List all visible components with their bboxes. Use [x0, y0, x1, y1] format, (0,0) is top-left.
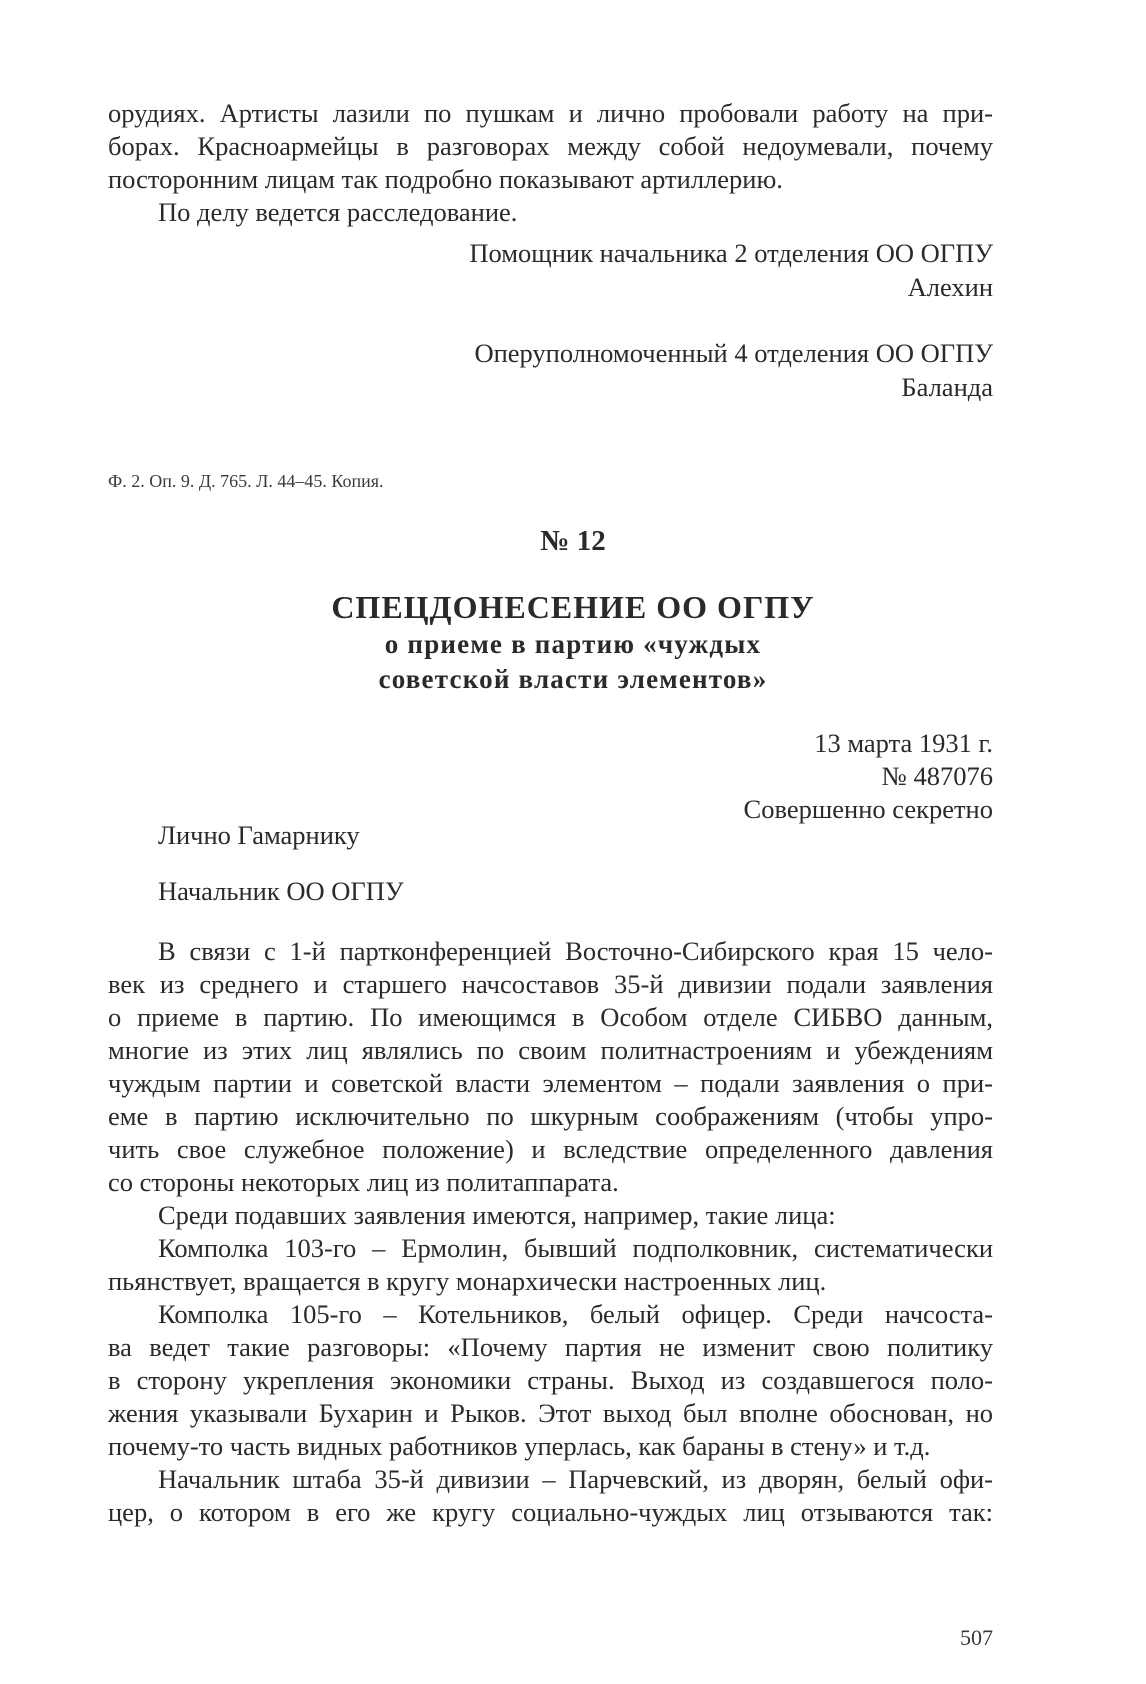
text-line: борах. Красноармейцы в разговорах между собой недоумевали, почему	[108, 131, 993, 161]
text-line: о приеме в партию. По имеющимся в Особом отделе СИБВО данным,	[108, 1002, 993, 1032]
signature-position: Оперуполномоченный 4 отделения ОО ОГПУ	[474, 338, 993, 368]
text-line: Комполка 105-го – Котельников, белый офицер. Среди начсоста-	[158, 1299, 993, 1329]
document-date: 13 марта 1931 г.	[814, 728, 993, 758]
signature-position: Помощник начальника 2 отделения ОО ОГПУ	[469, 238, 993, 268]
body-paragraph-1	[108, 935, 993, 1199]
signature-block-2	[474, 336, 993, 404]
document-subtitle-line-2: советской власти элементов»	[378, 664, 768, 694]
document-subtitle-line-1: о приеме в партию «чуждых	[384, 629, 762, 659]
classification-mark: Совершенно секретно	[743, 794, 993, 824]
text-line: Комполка 103-го – Ермолин, бывший подполковник, систематически	[158, 1233, 993, 1263]
text-line: Начальник штаба 35-й дивизии – Парчевский, из дворян, белый офи-	[158, 1464, 993, 1494]
body-paragraph-2: Среди подавших заявления имеются, например, такие лица:	[158, 1200, 836, 1230]
text-line: в сторону укрепления экономики страны. Выход из создавшегося поло-	[108, 1365, 993, 1395]
archive-source-reference: Ф. 2. Оп. 9. Д. 765. Л. 44–45. Копия.	[108, 471, 384, 491]
signature-name: Алехин	[907, 272, 993, 302]
text-line: В связи с 1-й партконференцией Восточно-Сибирского края 15 чело-	[158, 936, 993, 966]
signature-name: Баланда	[901, 372, 993, 402]
document-number: № 12	[540, 525, 606, 557]
text-line: многие из этих лиц являлись по своим политнастроениям и убеждениям	[108, 1035, 993, 1065]
page-number: 507	[960, 1625, 993, 1650]
body-paragraph-5	[108, 1463, 993, 1529]
text-line: чуждым партии и советской власти элементом – подали заявления о при-	[108, 1068, 993, 1098]
text-line: век из среднего и старшего начсоставов 35-й дивизии подали заявления	[108, 969, 993, 999]
text-line: чить свое служебное положение) и вследствие определенного давления	[108, 1134, 993, 1164]
text-line: посторонним лицам так подробно показывают артиллерию.	[108, 164, 783, 194]
text-line: еме в партию исключительно по шкурным соображениям (чтобы упро-	[108, 1101, 993, 1131]
text-line: жения указывали Бухарин и Рыков. Этот выход был вполне обоснован, но	[108, 1398, 993, 1428]
document-body	[108, 935, 993, 1529]
body-paragraph-4	[108, 1298, 993, 1463]
text-line: со стороны некоторых лиц из политаппарата.	[108, 1167, 619, 1197]
text-line: почему-то часть видных работников уперлась, как бараны в стену» и т.д.	[108, 1431, 931, 1461]
signature-block-1	[469, 236, 993, 304]
registration-number: № 487076	[881, 761, 993, 791]
investigation-note: По делу ведется расследование.	[158, 197, 518, 227]
text-line: орудиях. Артисты лазили по пушкам и лично пробовали работу на при-	[108, 98, 993, 128]
addressee: Лично Гамарнику	[158, 820, 360, 850]
text-line: ва ведет такие разговоры: «Почему партия не изменит свою политику	[108, 1332, 993, 1362]
sender: Начальник ОО ОГПУ	[158, 876, 404, 906]
continuation-paragraph	[108, 97, 993, 229]
body-paragraph-3	[108, 1232, 993, 1298]
document-title: СПЕЦДОНЕСЕНИЕ ОО ОГПУ	[331, 589, 815, 625]
document-meta	[744, 727, 993, 826]
text-line: пьянствует, вращается в кругу монархически настроенных лиц.	[108, 1266, 827, 1296]
text-line: цер, о котором в его же кругу социально-чуждых лиц отзываются так:	[108, 1497, 993, 1527]
